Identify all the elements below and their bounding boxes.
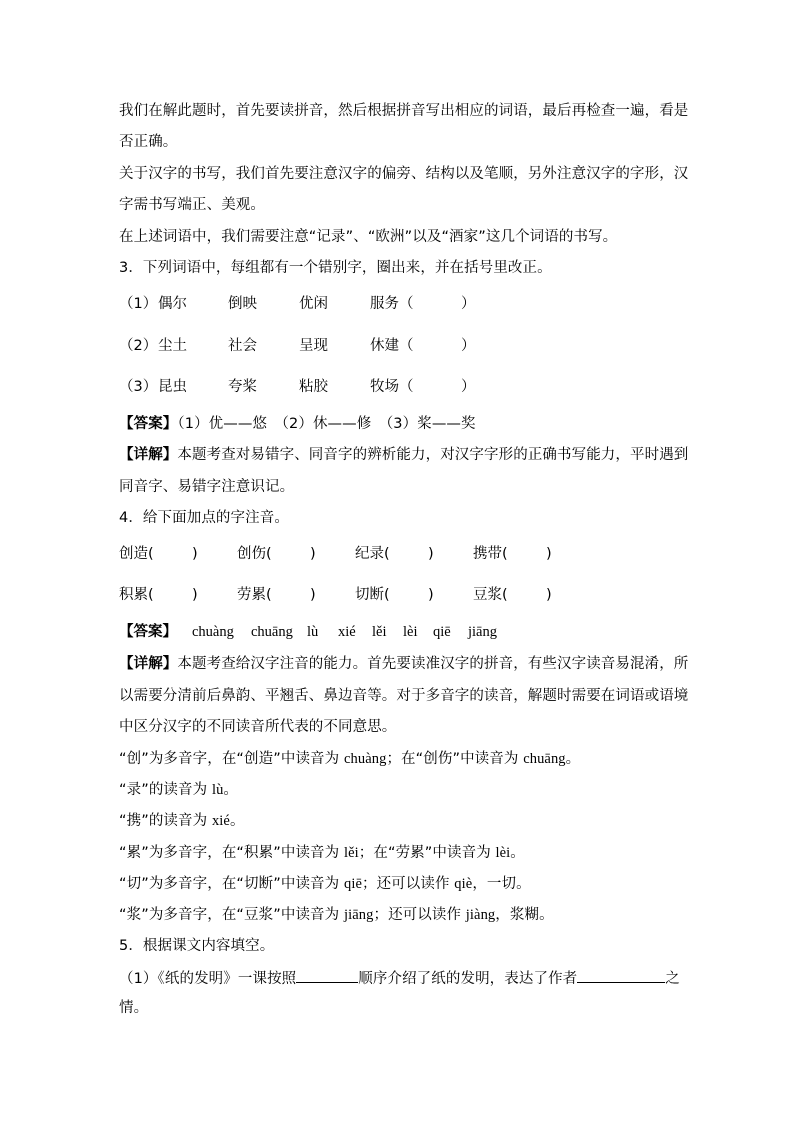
note-text: ；在“创伤”中读音为 xyxy=(386,751,524,767)
q5-text: （1）《纸的发明》一课按照 xyxy=(119,971,297,987)
note-pinyin: lù xyxy=(211,782,224,798)
note-text: 。 xyxy=(510,845,525,861)
q3-word: 夸桨 xyxy=(228,379,257,395)
answer-label: 【答案】 xyxy=(119,416,178,432)
q3-word: 粘胶 xyxy=(299,379,328,395)
q4-note-3 xyxy=(119,811,245,831)
note-text: ，一切。 xyxy=(472,876,531,892)
note-text: 。 xyxy=(223,782,239,798)
detail-text: 本题考查给汉字注音的能力。首先要读准汉字的拼音，有些汉字读音易混淆，所 xyxy=(177,656,689,672)
q5-text: 之 xyxy=(665,971,680,987)
q4-note-2 xyxy=(119,780,238,800)
q4-word: 切断( xyxy=(355,587,390,603)
q4-word: 纪录( xyxy=(355,546,390,562)
intro-line-3: 关于汉字的书写，我们首先要注意汉字的偏旁、结构以及笔顺，另外注意汉字的字形，汉 xyxy=(119,166,689,182)
note-text: “浆”为多音字，在“豆浆”中读音为 xyxy=(119,907,344,923)
q4-detail-line-2: 以需要分清前后鼻韵、平翘舌、鼻边音等。对于多音字的读音，解题时需要在词语或语境 xyxy=(119,688,689,704)
note-pinyin: lèi xyxy=(495,845,511,861)
note-text: “携”的读音为 xyxy=(119,813,212,829)
answer-pinyin: lù xyxy=(307,624,319,640)
q3-word: 昆虫 xyxy=(158,379,187,395)
q3-row-num: （3） xyxy=(119,379,158,395)
fill-blank[interactable] xyxy=(296,968,358,983)
intro-line-1: 我们在解此题时，首先要读拼音，然后根据拼音写出相应的词语，最后再检查一遍，看是 xyxy=(119,103,689,119)
q3-word: 社会 xyxy=(228,338,257,354)
note-text: 。 xyxy=(229,813,245,829)
q4-detail-line-3: 中区分汉字的不同读音所代表的不同意思。 xyxy=(119,719,397,735)
answer-pinyin: lèi xyxy=(403,624,418,640)
note-text: “累”为多音字，在“积累”中读音为 xyxy=(119,845,344,861)
q4-note-4 xyxy=(119,843,525,863)
q3-word: 倒映 xyxy=(228,296,257,312)
q3-word: 呈现 xyxy=(299,338,328,354)
q3-detail-line-1 xyxy=(119,445,688,465)
note-text: “录”的读音为 xyxy=(119,782,212,798)
q3-word: 牧场（ xyxy=(370,379,414,395)
question-5-title: 5．根据课文内容填空。 xyxy=(119,938,275,954)
q3-row-num: （1） xyxy=(119,296,158,312)
note-pinyin: qiē xyxy=(343,876,362,892)
intro-line-5: 在上述词语中，我们需要注意“记录”、“欧洲”以及“酒家”这几个词语的书写。 xyxy=(119,229,618,245)
answer-pinyin: chuàng xyxy=(192,624,234,640)
note-pinyin: chuāng xyxy=(523,751,566,767)
detail-label: 【详解】 xyxy=(119,656,178,672)
q5-item-1-cont: 情。 xyxy=(119,1000,149,1016)
q3-word: 优闲 xyxy=(299,296,328,312)
q3-bracket-close: ） xyxy=(461,338,476,354)
intro-line-4: 字需书写端正、美观。 xyxy=(119,197,265,213)
q4-word: 豆浆( xyxy=(473,587,508,603)
q3-answer xyxy=(119,414,476,434)
q5-item-1 xyxy=(119,968,680,989)
note-pinyin: lěi xyxy=(343,845,359,861)
answer-label: 【答案】 xyxy=(119,624,177,640)
note-text: 。 xyxy=(565,751,581,767)
q4-bracket-close: ) xyxy=(428,587,434,603)
q3-bracket-close: ） xyxy=(461,379,476,395)
q5-text: 顺序介绍了纸的发明，表达了作者 xyxy=(358,971,578,987)
answer-pinyin: xié xyxy=(338,624,356,640)
q4-bracket-close: ) xyxy=(546,587,552,603)
q4-note-1 xyxy=(119,749,580,769)
q4-bracket-close: ) xyxy=(192,587,198,603)
answer-pinyin: qiē xyxy=(433,624,451,640)
note-pinyin: xié xyxy=(211,813,230,829)
intro-line-2: 否正确。 xyxy=(119,134,178,150)
q4-word: 携带( xyxy=(473,546,508,562)
note-pinyin: chuàng xyxy=(343,751,387,767)
q4-detail-line-1 xyxy=(119,654,688,674)
question-3-title: 3．下列词语中，每组都有一个错别字，圈出来，并在括号里改正。 xyxy=(119,260,552,276)
q4-bracket-close: ) xyxy=(310,546,316,562)
q3-row-num: （2） xyxy=(119,338,158,354)
note-text: ；还可以读作 xyxy=(373,907,466,923)
note-pinyin: qiè xyxy=(454,876,473,892)
note-pinyin: jiāng xyxy=(343,907,374,923)
note-text: ；在“劳累”中读音为 xyxy=(358,845,496,861)
q3-word: 偶尔 xyxy=(158,296,187,312)
q3-detail-line-2: 同音字、易错字注意识记。 xyxy=(119,479,295,495)
q3-word: 服务（ xyxy=(370,296,414,312)
q3-bracket-close: ） xyxy=(461,296,476,312)
answer-pinyin: jiāng xyxy=(468,624,497,640)
q3-word: 尘土 xyxy=(158,338,187,354)
q4-note-5 xyxy=(119,874,531,894)
note-text: “切”为多音字，在“切断”中读音为 xyxy=(119,876,344,892)
fill-blank[interactable] xyxy=(577,968,665,983)
note-text: ；还可以读作 xyxy=(361,876,455,892)
q3-word: 休建（ xyxy=(370,338,414,354)
detail-label: 【详解】 xyxy=(119,447,178,463)
answer-pinyin: lěi xyxy=(372,624,387,640)
note-pinyin: jiàng xyxy=(465,907,496,923)
question-4-title: 4．给下面加点的字注音。 xyxy=(119,510,289,526)
q4-word: 创造( xyxy=(119,546,154,562)
answer-text: （1）优——悠 （2）休——修 （3）桨——奖 xyxy=(177,416,476,432)
note-text: “创”为多音字，在“创造”中读音为 xyxy=(119,751,344,767)
answer-pinyin: chuāng xyxy=(251,624,293,640)
note-text: ，浆糊。 xyxy=(495,907,554,923)
q4-bracket-close: ) xyxy=(310,587,316,603)
q4-bracket-close: ) xyxy=(428,546,434,562)
q4-note-6 xyxy=(119,905,554,925)
q4-word: 劳累( xyxy=(237,587,272,603)
q4-bracket-close: ) xyxy=(192,546,198,562)
q4-word: 积累( xyxy=(119,587,154,603)
q4-word: 创伤( xyxy=(237,546,272,562)
q4-bracket-close: ) xyxy=(546,546,552,562)
detail-text: 本题考查对易错字、同音字的辨析能力，对汉字字形的正确书写能力，平时遇到 xyxy=(177,447,689,463)
